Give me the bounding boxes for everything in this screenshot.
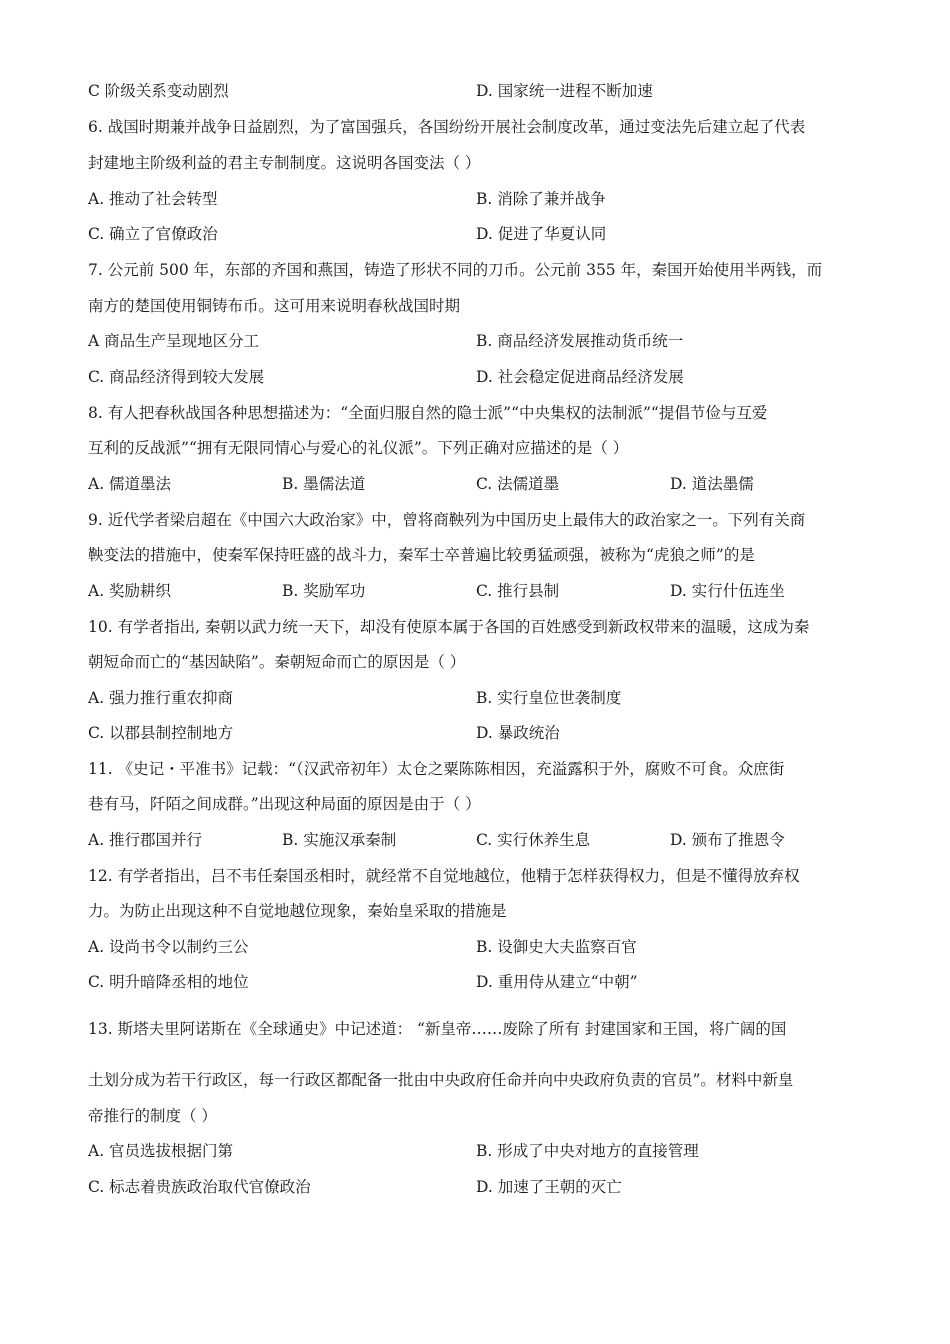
q6-option-d: D. 促进了华夏认同 <box>476 225 607 243</box>
q5-option-d: D. 国家统一进程不断加速 <box>476 82 653 100</box>
q7-option-d: D. 社会稳定促进商品经济发展 <box>476 368 684 386</box>
q10-option-a: A. 强力推行重农抑商 <box>88 689 234 707</box>
q11-option-d: D. 颁布了推恩令 <box>670 831 785 849</box>
q13-stem-line-3: 帝推行的制度（ ） <box>88 1107 217 1125</box>
q12-stem-line-1: 12. 有学者指出，吕不韦任秦国丞相时，就经常不自觉地越位，他精于怎样获得权力，但是不懂得放弃权 <box>88 867 800 885</box>
q6-option-a: A. 推动了社会转型 <box>88 190 218 208</box>
q11-option-c: C. 实行休养生息 <box>476 831 591 849</box>
q9-option-a: A. 奖励耕织 <box>88 582 172 600</box>
q12-option-b: B. 设御史大夫监察百官 <box>476 938 637 956</box>
q12-option-d: D. 重用侍从建立“中朝” <box>476 973 638 991</box>
q8-option-b: B. 墨儒法道 <box>282 475 366 493</box>
q13-option-a: A. 官员选拔根据门第 <box>88 1142 234 1160</box>
q7-option-b: B. 商品经济发展推动货币统一 <box>476 332 684 350</box>
q10-stem-line-2: 朝短命而亡的“基因缺陷”。秦朝短命而亡的原因是（ ） <box>88 653 466 671</box>
q10-option-c: C. 以郡县制控制地方 <box>88 724 234 742</box>
q9-option-b: B. 奖励军功 <box>282 582 366 600</box>
q6-stem-line-2: 封建地主阶级利益的君主专制制度。这说明各国变法（ ） <box>88 154 481 172</box>
q7-option-a: A 商品生产呈现地区分工 <box>88 332 260 350</box>
q10-option-d: D. 暴政统治 <box>476 724 560 742</box>
q8-stem-line-1: 8. 有人把春秋战国各种思想描述为：“全面归服自然的隐士派”“中央集权的法制派”“提倡节俭与互爱 <box>88 404 768 422</box>
q6-option-b: B. 消除了兼并战争 <box>476 190 606 208</box>
q5-option-c: C 阶级关系变动剧烈 <box>88 82 229 100</box>
q12-option-c: C. 明升暗降丞相的地位 <box>88 973 249 991</box>
q13-stem-line-2: 土划分成为若干行政区，每一行政区都配备一批由中央政府任命并向中央政府负责的官员”。材料中新皇 <box>88 1071 794 1089</box>
q6-option-c: C. 确立了官僚政治 <box>88 225 218 243</box>
q13-option-b: B. 形成了中央对地方的直接管理 <box>476 1142 699 1160</box>
q7-stem-line-2: 南方的楚国使用铜铸布币。这可用来说明春秋战国时期 <box>88 297 461 315</box>
q12-option-a: A. 设尚书令以制约三公 <box>88 938 249 956</box>
q9-stem-line-2: 鞅变法的措施中，使秦军保持旺盛的战斗力，秦军士卒普遍比较勇猛顽强，被称为“虎狼之师”的是 <box>88 546 755 564</box>
q11-option-b: B. 实施汉承秦制 <box>282 831 397 849</box>
q13-option-c: C. 标志着贵族政治取代官僚政治 <box>88 1178 311 1196</box>
q6-stem-line-1: 6. 战国时期兼并战争日益剧烈，为了富国强兵，各国纷纷开展社会制度改革，通过变法先后建立起了代表 <box>88 118 806 136</box>
q8-stem-line-2: 互利的反战派”“拥有无限同情心与爱心的礼仪派”。下列正确对应描述的是（ ） <box>88 439 629 457</box>
q9-option-c: C. 推行县制 <box>476 582 560 600</box>
q8-option-d: D. 道法墨儒 <box>670 475 754 493</box>
q12-stem-line-2: 力。为防止出现这种不自觉地越位现象，秦始皇采取的措施是 <box>88 902 507 920</box>
q8-option-c: C. 法儒道墨 <box>476 475 560 493</box>
q11-stem-line-2: 巷有马，阡陌之间成群。”出现这种局面的原因是由于（ ） <box>88 795 481 813</box>
q10-option-b: B. 实行皇位世袭制度 <box>476 689 622 707</box>
q8-option-a: A. 儒道墨法 <box>88 475 172 493</box>
q10-stem-line-1: 10. 有学者指出, 秦朝以武力统一天下，却没有使原本属于各国的百姓感受到新政权带来的温暖，这成为秦 <box>88 618 810 636</box>
q13-option-d: D. 加速了王朝的灭亡 <box>476 1178 622 1196</box>
q7-stem-line-1: 7. 公元前 500 年，东部的齐国和燕国，铸造了形状不同的刀币。公元前 355 年，秦国开始使用半两钱，而 <box>88 261 823 279</box>
q13-stem-line-1: 13. 斯塔夫里阿诺斯在《全球通史》中记述道： “新皇帝……废除了所有 封建国家和王国，将广阔的国 <box>88 1020 787 1038</box>
q9-stem-line-1: 9. 近代学者梁启超在《中国六大政治家》中，曾将商鞅列为中国历史上最伟大的政治家之一。下列有关商 <box>88 511 806 529</box>
q9-option-d: D. 实行什伍连坐 <box>670 582 785 600</box>
q7-option-c: C. 商品经济得到较大发展 <box>88 368 265 386</box>
q11-stem-line-1: 11. 《史记・平准书》记载：“（汉武帝初年）太仓之粟陈陈相因，充溢露积于外，腐败不可食。众庶街 <box>88 760 785 778</box>
q11-option-a: A. 推行郡国并行 <box>88 831 203 849</box>
